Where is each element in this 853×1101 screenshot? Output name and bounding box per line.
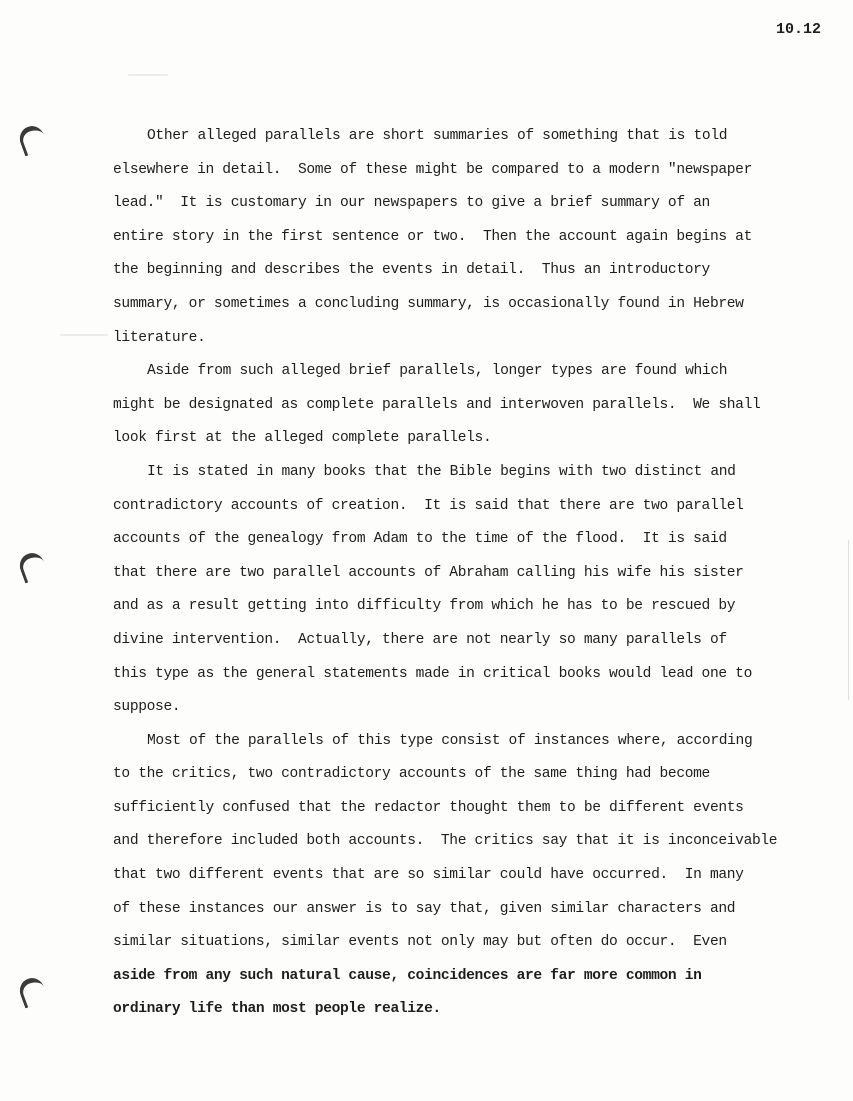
- text-line: and as a result getting into difficulty from which he has to be rescued by: [113, 598, 736, 615]
- text-line: sufficiently confused that the redactor thought them to be different events: [113, 799, 744, 816]
- text-line: look first at the alleged complete parallels.: [113, 430, 492, 447]
- text-line: lead." It is customary in our newspapers to give a brief summary of an: [113, 195, 710, 212]
- text-line: literature.: [113, 329, 206, 346]
- text-line: that two different events that are so similar could have occurred. In many: [113, 867, 744, 884]
- text-line: summary, or sometimes a concluding summary, is occasionally found in Hebrew: [113, 295, 744, 312]
- text-line: Most of the parallels of this type consist of instances where, according: [147, 732, 753, 749]
- text-line: similar situations, similar events not only may but often do occur. Even: [113, 934, 727, 951]
- paragraph: [113, 120, 793, 355]
- text-line: accounts of the genealogy from Adam to the time of the flood. It is said: [113, 531, 727, 548]
- page-number: 10.12: [776, 21, 822, 38]
- text-line: to the critics, two contradictory accounts of the same thing had become: [113, 766, 710, 783]
- text-line: aside from any such natural cause, coincidences are far more common in: [113, 967, 702, 984]
- text-line: contradictory accounts of creation. It is said that there are two parallel: [113, 497, 744, 514]
- punch-hole-mark: [16, 550, 49, 584]
- text-line: Other alleged parallels are short summaries of something that is told: [147, 128, 728, 144]
- text-line: that there are two parallel accounts of Abraham calling his wife his sister: [113, 564, 744, 581]
- punch-hole-mark: [16, 123, 49, 157]
- paragraph: [113, 355, 793, 456]
- text-line: of these instances our answer is to say that, given similar characters and: [113, 900, 736, 917]
- paragraph: [113, 725, 793, 1027]
- scan-edge-line: [848, 540, 849, 700]
- text-line: suppose.: [113, 699, 181, 716]
- punch-hole-mark: [16, 975, 49, 1009]
- body-text: [113, 120, 793, 1027]
- text-line: Aside from such alleged brief parallels, longer types are found which: [147, 363, 728, 380]
- scan-smudge: [60, 334, 108, 336]
- text-line: It is stated in many books that the Bible begins with two distinct and: [147, 463, 736, 480]
- text-line: and therefore included both accounts. The critics say that it is inconceivable: [113, 833, 778, 850]
- scan-smudge: [128, 74, 168, 76]
- text-line: divine intervention. Actually, there are not nearly so many parallels of: [113, 631, 727, 648]
- paragraph: [113, 456, 793, 725]
- text-line: might be designated as complete parallels and interwoven parallels. We shall: [113, 396, 761, 413]
- text-line: the beginning and describes the events in detail. Thus an introductory: [113, 262, 710, 279]
- text-line: this type as the general statements made in critical books would lead one to: [113, 665, 752, 682]
- text-line: entire story in the first sentence or two. Then the account again begins at: [113, 228, 752, 245]
- text-line: elsewhere in detail. Some of these might be compared to a modern "newspaper: [113, 161, 752, 178]
- text-line: ordinary life than most people realize.: [113, 1001, 441, 1018]
